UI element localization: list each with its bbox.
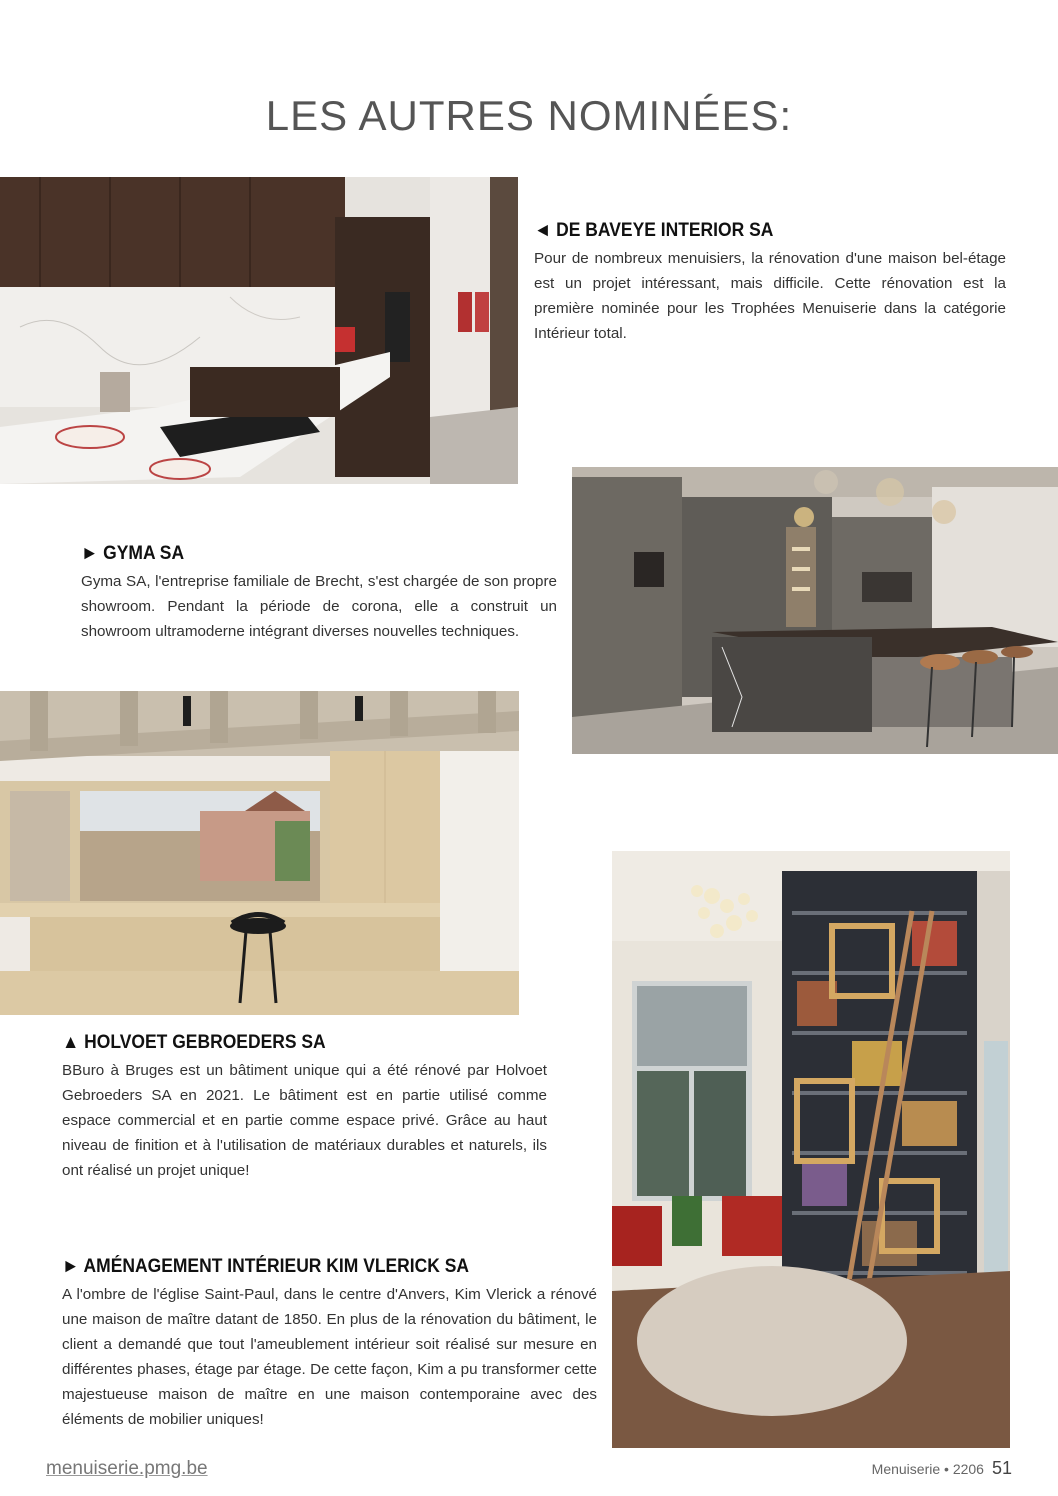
article-body: BBuro à Bruges est un bâtiment unique qui a été rénové par Holvoet Gebroeders SA en 2021. Le bâtiment est en partie utilisé comme espace commercial et en partie comme espace privé. Grâce au haut niveau de finition et à l'utilisation de matériaux durables et naturels, ils ont réalisé un projet unique!: [62, 1062, 547, 1179]
showroom-photo-gyma: [572, 467, 1058, 754]
article-holvoet: [62, 1032, 547, 1183]
page-number: 51: [991, 1458, 1012, 1478]
article-heading: ► AMÉNAGEMENT INTÉRIEUR KIM VLERICK SA: [62, 1256, 470, 1277]
footer-website-link[interactable]: menuiserie.pmg.be: [46, 1458, 208, 1479]
article-body: A l'ombre de l'église Saint-Paul, dans le centre d'Anvers, Kim Vlerick a rénové une maison de maître datant de 1850. En plus de la rénovation du bâtiment, le client a demandé que tout l'ameublement intérieur soit réalisé sur mesure en différentes phases, étage par étage. De cette façon, Kim a pu transformer cette majestueuse maison de maître en une maison contemporaine avec des éléments de mobilier uniques!: [62, 1286, 597, 1428]
article-heading: ◄ DE BAVEYE INTERIOR SA: [534, 220, 774, 241]
interior-photo-holvoet: [0, 691, 519, 1015]
article-heading: ▲ HOLVOET GEBROEDERS SA: [62, 1032, 326, 1053]
article-body: Gyma SA, l'entreprise familiale de Brecht, s'est chargée de son propre showroom. Pendant la période de corona, elle a construit un showroom ultramoderne intégrant diverses nouvelles techniques.: [81, 573, 557, 640]
footer-folio: [872, 1458, 1012, 1479]
library-photo-kim-vlerick: [612, 851, 1010, 1448]
footer-magazine: Menuiserie • 2206: [871, 1461, 984, 1477]
article-gyma: [81, 543, 557, 644]
page-title: LES AUTRES NOMINÉES:: [265, 92, 793, 139]
article-de-baveye: [534, 220, 1006, 346]
article-kim-vlerick: [62, 1256, 597, 1432]
article-body: Pour de nombreux menuisiers, la rénovation d'une maison bel-étage est un projet intéressant, mais difficile. Cette rénovation est la première nominée pour les Trophées Menuiserie dans la catégorie Intérieur total.: [534, 250, 1006, 342]
kitchen-photo-de-baveye: [0, 177, 518, 484]
article-heading: ► GYMA SA: [81, 543, 185, 564]
